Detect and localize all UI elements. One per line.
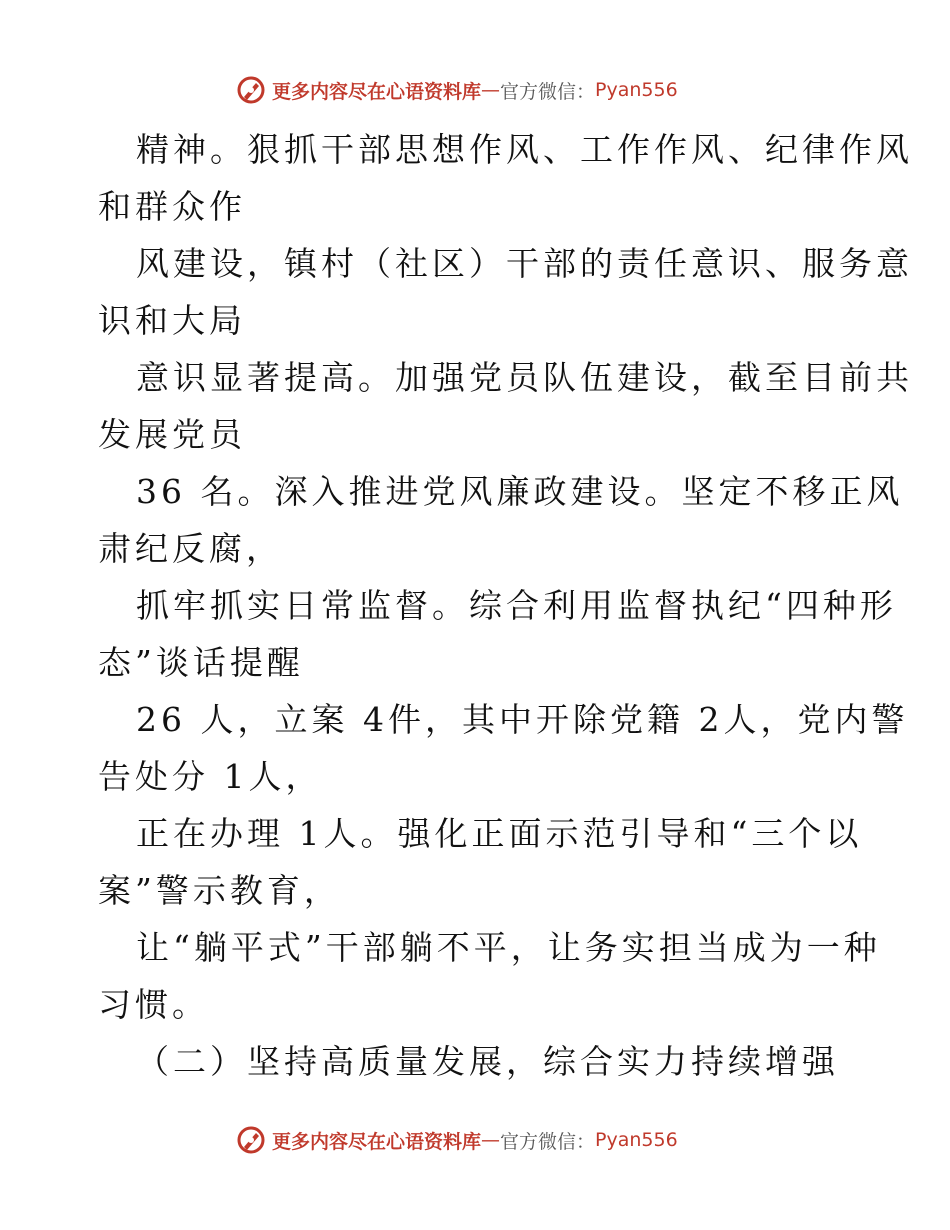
text-line: 识和大局 [98,301,246,340]
watermark-id: Pyan556 [595,1129,678,1151]
text-line: 让“躺平式”干部躺不平，让务实担当成为一种 [136,928,881,967]
text-line: 抓牢抓实日常监督。综合利用监督执纪“四种形 [136,586,897,625]
text-line: 态”谈话提醒 [98,643,304,682]
text-line: 36 名。深入推进党风廉政建设。坚定不移正风 [136,472,904,511]
text-line: 和群众作 [98,187,246,226]
text-line: 发展党员 [98,415,246,454]
text-line: 26 人，立案 4件，其中开除党籍 2人，党内警 [136,700,909,739]
watermark-sub: 官方微信： [500,1130,596,1153]
text-line: 案”警示教育， [98,871,341,910]
watermark-sub: 官方微信： [500,80,596,103]
text-line: 风建设，镇村（社区）干部的责任意识、服务意 [136,244,913,283]
watermark-brand: 更多内容尽在心语资料库 [272,1130,482,1153]
pen-logo-icon [236,75,266,105]
watermark-dash: — [481,79,501,101]
section-heading: （二）坚持高质量发展，综合实力持续增强 [136,1042,839,1081]
text-line: 肃纪反腐， [98,529,283,568]
text-line: 意识显著提高。加强党员队伍建设，截至目前共 [136,358,913,397]
pen-logo-icon [236,1125,266,1155]
watermark-dash: — [481,1129,501,1151]
text-line: 习惯。 [98,985,209,1024]
watermark-brand: 更多内容尽在心语资料库 [272,80,482,103]
text-line: 正在办理 1人。强化正面示范引导和“三个以 [136,814,863,853]
footer-watermark [236,1123,716,1157]
text-line: 告处分 1人， [98,757,323,796]
text-line: 精神。狠抓干部思想作风、工作作风、纪律作风 [136,130,913,169]
watermark-id: Pyan556 [595,79,678,101]
header-watermark [236,73,716,107]
